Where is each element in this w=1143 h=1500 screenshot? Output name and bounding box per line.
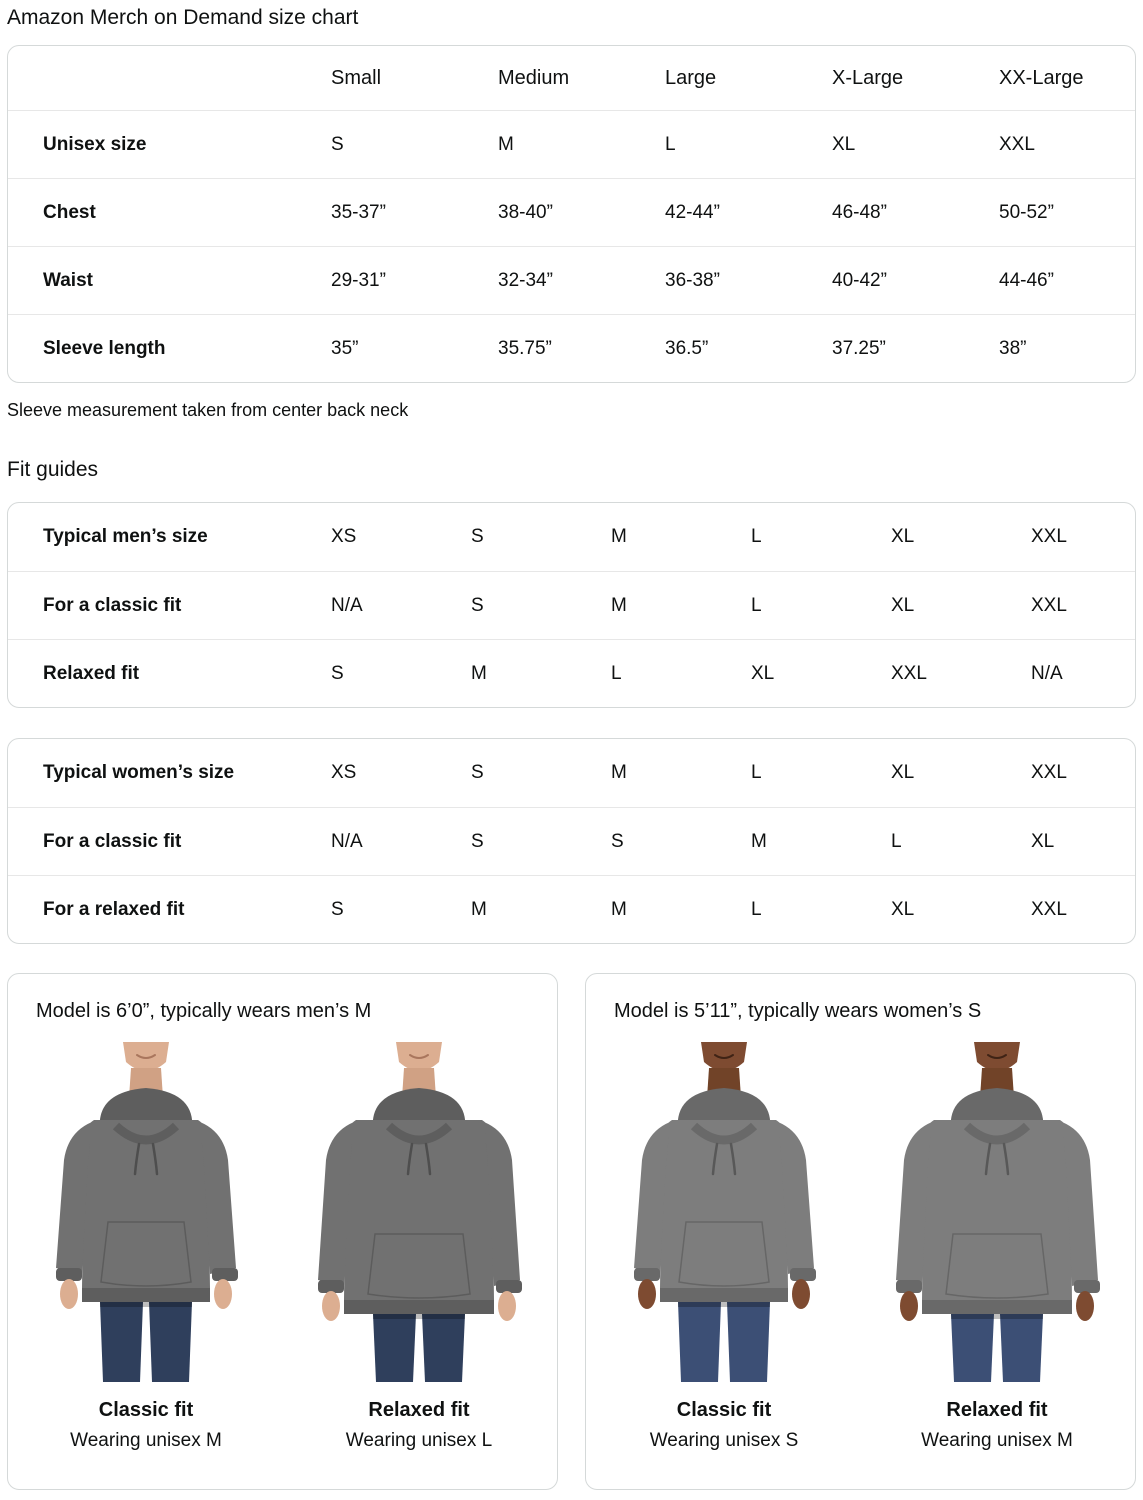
fit-cell: L (751, 594, 762, 616)
table-row (8, 571, 1135, 639)
size-cell: L (665, 133, 676, 155)
row-label: Relaxed fit (43, 662, 140, 684)
fit-cell: XL (751, 662, 775, 684)
fit-cell: S (471, 830, 484, 852)
model-photo-womens-relaxed (882, 1042, 1112, 1382)
table-row (8, 503, 1135, 571)
row-label: For a classic fit (43, 594, 182, 616)
size-table-header: XX-Large (999, 66, 1084, 89)
fit-cell: XXL (1031, 526, 1067, 547)
size-table-header: X-Large (832, 66, 904, 89)
row-label: Unisex size (43, 133, 147, 155)
size-cell: XXL (999, 133, 1035, 155)
size-cell: S (331, 133, 344, 155)
fit-label: Relaxed fit (946, 1399, 1048, 1421)
fit-cell: N/A (1031, 662, 1063, 684)
fit-cell: L (891, 830, 902, 852)
fit-cell: S (471, 594, 484, 616)
fit-cell: M (611, 898, 627, 920)
table-row (8, 314, 1135, 382)
figure-womens-classic (604, 1042, 844, 1452)
row-label: For a classic fit (43, 830, 182, 852)
fit-cell: S (471, 762, 484, 783)
size-cell: 42-44” (665, 201, 720, 223)
fit-cell: M (751, 830, 767, 852)
size-cell: 50-52” (999, 201, 1054, 223)
fit-cell: S (471, 526, 484, 547)
fit-cell: M (611, 526, 627, 547)
size-cell: 37.25” (832, 337, 886, 359)
size-table-header-row (8, 46, 1135, 110)
fit-guides-heading: Fit guides (7, 458, 99, 481)
size-cell: 36.5” (665, 337, 709, 359)
row-label: Sleeve length (43, 337, 166, 359)
size-cell: 36-38” (665, 269, 720, 291)
size-cell: 32-34” (498, 269, 553, 291)
fit-cell: N/A (331, 594, 363, 616)
fit-cell: M (471, 898, 487, 920)
table-row (8, 110, 1135, 178)
size-cell: 35.75” (498, 337, 552, 359)
model-photo-mens-relaxed (304, 1042, 534, 1382)
fit-cell: XL (891, 762, 915, 783)
size-cell: 46-48” (832, 201, 887, 223)
fit-cell: L (751, 762, 762, 783)
table-row (8, 639, 1135, 707)
size-table-header: Small (331, 66, 382, 89)
size-table (7, 45, 1136, 383)
womens-fit-table (7, 738, 1136, 944)
fit-cell: L (751, 898, 762, 920)
figure-womens-relaxed (877, 1042, 1117, 1452)
fit-cell: XXL (1031, 898, 1067, 920)
fit-cell: XL (891, 526, 915, 547)
fit-label: Classic fit (676, 1399, 772, 1421)
fit-cell: M (611, 594, 627, 616)
fit-cell: XXL (891, 662, 927, 684)
size-cell: 35” (331, 337, 359, 359)
size-cell: 40-42” (832, 269, 887, 291)
fit-cell: L (611, 662, 622, 684)
row-label: Typical women’s size (43, 762, 235, 783)
figure-mens-relaxed (299, 1042, 539, 1452)
fit-cell: XL (891, 594, 915, 616)
size-cell: 44-46” (999, 269, 1054, 291)
table-row (8, 739, 1135, 807)
figure-mens-classic (26, 1042, 266, 1452)
wearing-label: Wearing unisex L (345, 1430, 493, 1451)
table-row (8, 178, 1135, 246)
fit-cell: L (751, 526, 762, 547)
mens-fit-table (7, 502, 1136, 708)
model-cards (7, 973, 1136, 1490)
wearing-label: Wearing unisex M (70, 1430, 222, 1451)
size-cell: 29-31” (331, 269, 386, 291)
fit-cell: XL (1031, 830, 1055, 852)
fit-cell: S (331, 662, 344, 684)
size-cell: 38” (999, 337, 1027, 359)
size-table-header: Large (665, 66, 717, 89)
fit-cell: XXL (1031, 762, 1067, 783)
model-card-womens (585, 973, 1136, 1490)
wearing-label: Wearing unisex S (649, 1430, 799, 1451)
fit-cell: XS (331, 762, 357, 783)
row-label: Typical men’s size (43, 526, 208, 547)
model-photo-womens-classic (609, 1042, 839, 1382)
model-card-mens (7, 973, 558, 1490)
size-cell: XL (832, 133, 856, 155)
model-card-title: Model is 6’0”, typically wears men’s M (36, 1000, 372, 1022)
row-label: Chest (43, 201, 96, 223)
size-table-header: Medium (498, 66, 570, 89)
row-label: Waist (43, 269, 93, 291)
fit-label: Classic fit (98, 1399, 194, 1421)
size-cell: 38-40” (498, 201, 553, 223)
model-card-title: Model is 5’11”, typically wears women’s S (614, 1000, 982, 1022)
size-cell: M (498, 133, 514, 155)
fit-cell: XXL (1031, 594, 1067, 616)
fit-cell: M (611, 762, 627, 783)
model-photo-mens-classic (31, 1042, 261, 1382)
fit-cell: S (331, 898, 344, 920)
sleeve-note: Sleeve measurement taken from center back neck (7, 400, 409, 420)
page-title: Amazon Merch on Demand size chart (7, 6, 359, 29)
table-row (8, 246, 1135, 314)
fit-cell: M (471, 662, 487, 684)
table-row (8, 807, 1135, 875)
fit-cell: XS (331, 526, 357, 547)
figures-row (26, 1042, 539, 1452)
fit-cell: XL (891, 898, 915, 920)
figures-row (604, 1042, 1117, 1452)
fit-cell: N/A (331, 830, 363, 852)
size-cell: 35-37” (331, 201, 386, 223)
wearing-label: Wearing unisex M (921, 1430, 1073, 1451)
fit-label: Relaxed fit (368, 1399, 470, 1421)
fit-cell: S (611, 830, 624, 852)
table-row (8, 875, 1135, 943)
row-label: For a relaxed fit (43, 898, 185, 920)
